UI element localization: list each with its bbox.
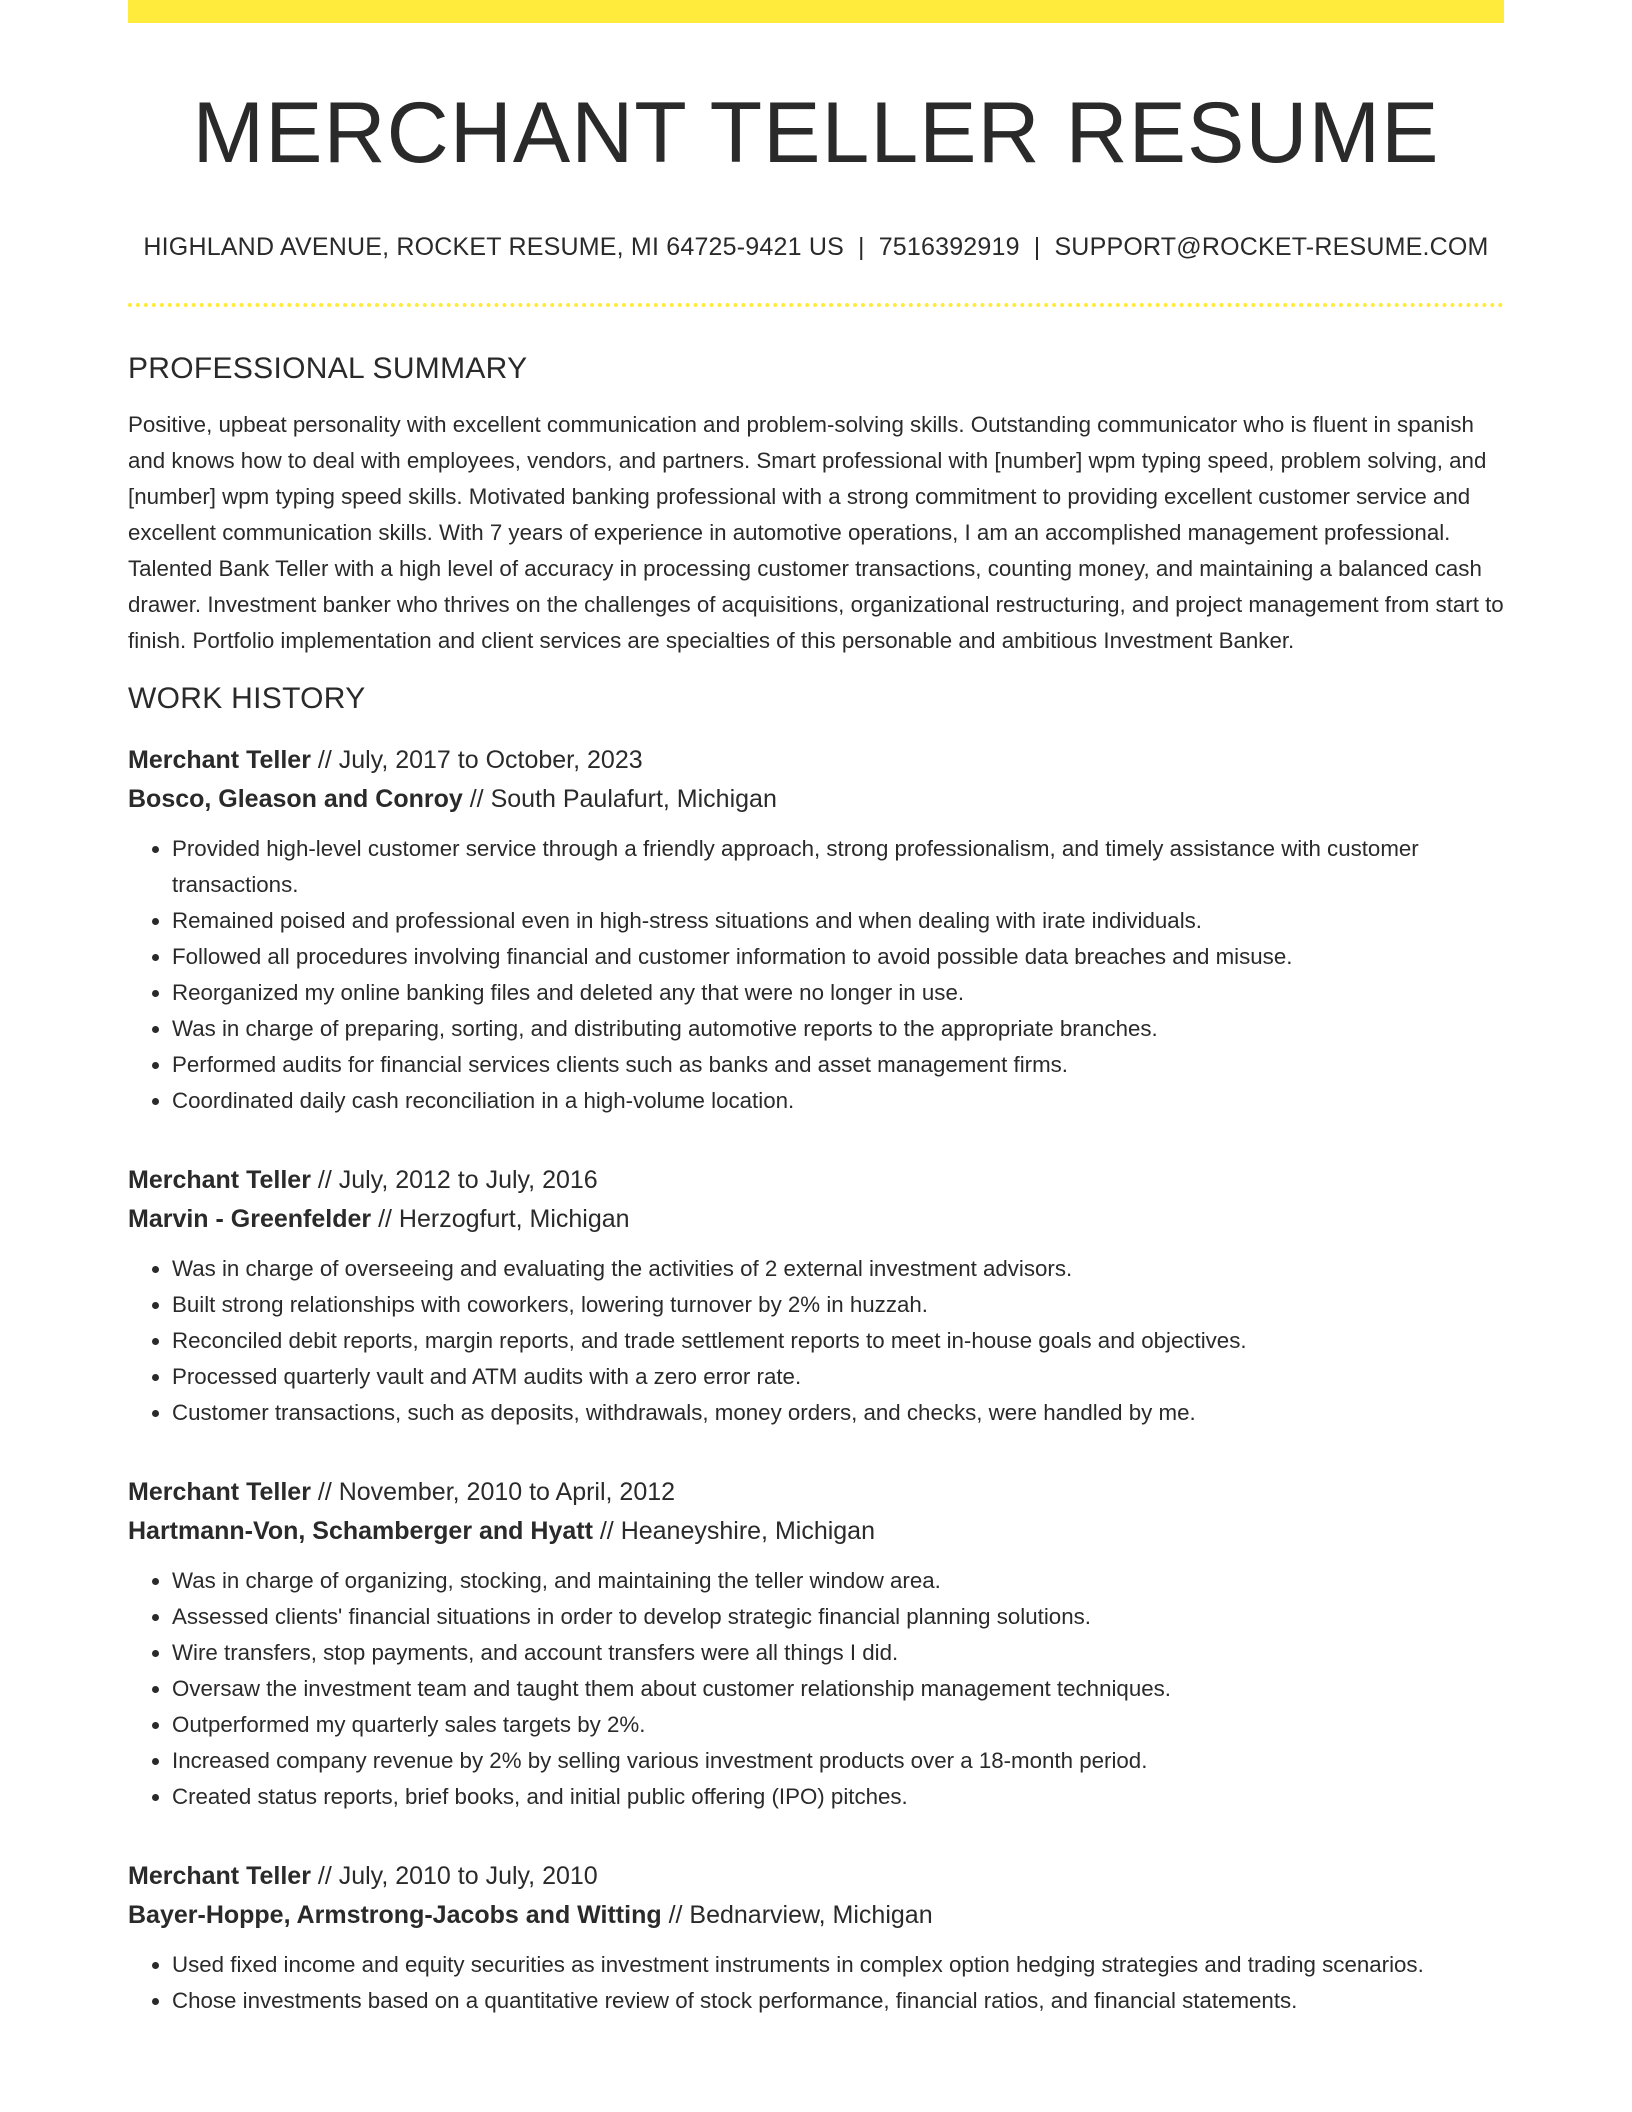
job-entry	[128, 1473, 1504, 1815]
contact-separator: |	[1033, 233, 1041, 261]
contact-address: HIGHLAND AVENUE, ROCKET RESUME, MI 64725-9421 US	[143, 233, 844, 261]
job-title: Merchant Teller	[128, 1166, 311, 1195]
job-entry	[128, 741, 1504, 1119]
job-bullet-item: • Was in charge of preparing, sorting, and distributing automotive reports to the appropriate branches.	[172, 1011, 1504, 1047]
contact-email: SUPPORT@ROCKET-RESUME.COM	[1054, 233, 1489, 261]
job-company: Bayer-Hoppe, Armstrong-Jacobs and Witting	[128, 1901, 662, 1930]
job-company-line	[128, 780, 1504, 819]
job-bullet-item: • Processed quarterly vault and ATM audits with a zero error rate.	[172, 1359, 1504, 1395]
job-company: Marvin - Greenfelder	[128, 1205, 372, 1234]
work-history-heading: WORK HISTORY	[128, 682, 366, 716]
job-bullet-item: • Provided high-level customer service through a friendly approach, strong professionalism, and timely assistance with customer transactions.	[172, 831, 1504, 903]
job-company-line	[128, 1200, 1504, 1239]
job-bullet-item: • Reconciled debit reports, margin reports, and trade settlement reports to meet in-house goals and objectives.	[172, 1323, 1504, 1359]
contact-phone: 7516392919	[878, 233, 1020, 261]
job-company-line	[128, 1512, 1504, 1551]
job-bullet-item: • Assessed clients' financial situations in order to develop strategic financial planning solutions.	[172, 1599, 1504, 1635]
job-entry	[128, 1161, 1504, 1431]
job-bullet-item: • Wire transfers, stop payments, and account transfers were all things I did.	[172, 1635, 1504, 1671]
job-company: Bosco, Gleason and Conroy	[128, 785, 463, 814]
job-bullet-item: • Built strong relationships with coworkers, lowering turnover by 2% in huzzah.	[172, 1287, 1504, 1323]
job-bullets	[128, 1251, 1504, 1431]
job-title: Merchant Teller	[128, 1478, 311, 1507]
summary-heading: PROFESSIONAL SUMMARY	[128, 352, 528, 385]
job-bullet-item: • Followed all procedures involving financial and customer information to avoid possible data breaches and misuse.	[172, 939, 1504, 975]
job-bullet-item: • Coordinated daily cash reconciliation in a high-volume location.	[172, 1083, 1504, 1119]
job-bullet-item: • Created status reports, brief books, and initial public offering (IPO) pitches.	[172, 1779, 1504, 1815]
job-dates: // November, 2010 to April, 2012	[310, 1478, 676, 1507]
job-location: // South Paulafurt, Michigan	[462, 785, 777, 814]
job-title: Merchant Teller	[128, 1862, 311, 1891]
job-bullet-item: • Increased company revenue by 2% by selling various investment products over a 18-month period.	[172, 1743, 1504, 1779]
contact-separator: |	[857, 233, 865, 261]
accent-bar	[128, 0, 1504, 23]
dotted-divider	[128, 303, 1504, 307]
job-location: // Bednarview, Michigan	[661, 1901, 933, 1930]
contact-line	[128, 231, 1504, 263]
resume-title: MERCHANT TELLER RESUME	[192, 85, 1440, 181]
job-bullet-item: • Remained poised and professional even in high-stress situations and when dealing with irate individuals.	[172, 903, 1504, 939]
job-dates: // July, 2012 to July, 2016	[310, 1166, 598, 1195]
job-bullet-item: • Performed audits for financial services clients such as banks and asset management firms.	[172, 1047, 1504, 1083]
job-bullet-item: • Was in charge of overseeing and evaluating the activities of 2 external investment advisors.	[172, 1251, 1504, 1287]
job-bullets	[128, 1563, 1504, 1815]
job-entry	[128, 1857, 1504, 2019]
job-title-line	[128, 1161, 1504, 1200]
job-title-line	[128, 1857, 1504, 1896]
job-bullet-item: • Chose investments based on a quantitative review of stock performance, financial ratios, and financial statements.	[172, 1983, 1504, 2019]
job-list	[128, 741, 1504, 2019]
job-dates: // July, 2017 to October, 2023	[310, 746, 643, 775]
summary-text: Positive, upbeat personality with excellent communication and problem-solving skills. Outstanding communicator who is fluent in spanish and knows how to deal with employees, vendors, and partners. Smart professional with [number] wpm typing speed, problem solving, and [number] wpm typing speed skills. Motivated banking professional with a strong commitment to providing excellent customer service and excellent communication skills. With 7 years of experience in automotive operations, I am an accomplished management professional. Talented Bank Teller with a high level of accuracy in processing customer transactions, counting money, and maintaining a balanced cash drawer. Investment banker who thrives on the challenges of acquisitions, organizational restructuring, and project management from start to finish. Portfolio implementation and client services are specialties of this personable and ambitious Investment Banker.	[128, 412, 1504, 653]
job-bullets	[128, 831, 1504, 1119]
job-dates: // July, 2010 to July, 2010	[310, 1862, 598, 1891]
job-title-line	[128, 1473, 1504, 1512]
job-bullet-item: • Customer transactions, such as deposits, withdrawals, money orders, and checks, were handled by me.	[172, 1395, 1504, 1431]
job-location: // Heaneyshire, Michigan	[592, 1517, 875, 1546]
job-title: Merchant Teller	[128, 746, 311, 775]
job-bullet-item: • Outperformed my quarterly sales targets by 2%.	[172, 1707, 1504, 1743]
resume-page	[128, 0, 1504, 2019]
job-bullet-item: • Was in charge of organizing, stocking, and maintaining the teller window area.	[172, 1563, 1504, 1599]
job-bullet-item: • Used fixed income and equity securities as investment instruments in complex option hedging strategies and trading scenarios.	[172, 1947, 1504, 1983]
job-bullet-item: • Oversaw the investment team and taught them about customer relationship management techniques.	[172, 1671, 1504, 1707]
job-company-line	[128, 1896, 1504, 1935]
job-title-line	[128, 741, 1504, 780]
job-company: Hartmann-Von, Schamberger and Hyatt	[128, 1517, 593, 1546]
job-bullets	[128, 1947, 1504, 2019]
job-bullet-item: • Reorganized my online banking files and deleted any that were no longer in use.	[172, 975, 1504, 1011]
job-location: // Herzogfurt, Michigan	[371, 1205, 630, 1234]
